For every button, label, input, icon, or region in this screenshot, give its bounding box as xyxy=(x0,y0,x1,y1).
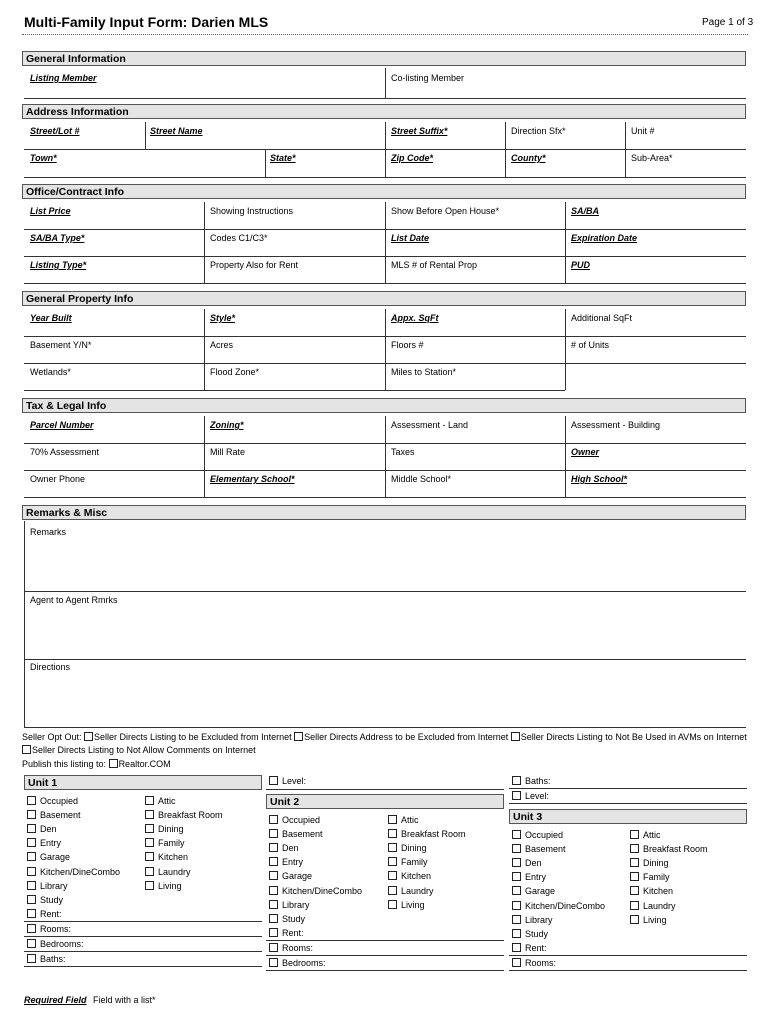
field-elementary-school[interactable]: Elementary School* xyxy=(210,474,295,484)
unit-2-level-checkbox[interactable] xyxy=(512,791,521,800)
unit-3-entry-checkbox[interactable] xyxy=(512,872,521,881)
divider xyxy=(24,727,746,728)
field-remarks[interactable]: Remarks xyxy=(30,527,67,537)
unit-1-family-checkbox[interactable] xyxy=(145,838,154,847)
unit-3-entry-label: Entry xyxy=(525,872,547,883)
unit-2-basement-checkbox[interactable] xyxy=(269,829,278,838)
field-number-of-units[interactable]: # of Units xyxy=(571,340,610,350)
unit-2-family-label: Family xyxy=(401,857,428,868)
divider xyxy=(24,390,565,391)
divider xyxy=(204,309,205,390)
page-number: Page 1 of 3 xyxy=(702,17,754,28)
field-acres[interactable]: Acres xyxy=(210,340,234,350)
unit-3-laundry-label: Laundry xyxy=(643,900,676,911)
field-street-name[interactable]: Street Name xyxy=(150,126,203,136)
unit-2-attic-label: Attic xyxy=(401,815,419,825)
unit-3-kitchen-dinecombo-label: Kitchen/DineCombo xyxy=(525,900,606,911)
seller-opt-out-label: Seller Opt Out: xyxy=(22,732,82,742)
field-listing-type[interactable]: Listing Type* xyxy=(30,260,87,270)
field-wetlands[interactable]: Wetlands* xyxy=(30,367,71,377)
unit-1-bedrooms-label: Bedrooms: xyxy=(40,938,84,949)
field-state[interactable]: State* xyxy=(270,153,296,163)
unit-3-header: Unit 3 xyxy=(509,809,747,824)
opt-no-comments-checkbox[interactable] xyxy=(22,745,31,754)
divider xyxy=(24,921,262,922)
unit-1-rooms-checkbox[interactable] xyxy=(27,924,36,933)
divider xyxy=(24,521,25,727)
divider xyxy=(385,416,386,497)
field-agent-to-agent-remarks[interactable]: Agent to Agent Rmrks xyxy=(30,595,118,605)
unit-3-garage-checkbox[interactable] xyxy=(512,886,521,895)
unit-3-occupied-checkbox[interactable] xyxy=(512,830,521,839)
field-county[interactable]: County* xyxy=(511,153,546,163)
unit-1-basement-label: Basement xyxy=(40,810,81,821)
publish-row xyxy=(22,759,171,769)
unit-3-family-checkbox[interactable] xyxy=(630,872,639,881)
unit-3-attic-checkbox[interactable] xyxy=(630,830,639,839)
unit-2-living-checkbox[interactable] xyxy=(388,900,397,909)
field-listing-member[interactable]: Listing Member xyxy=(30,73,97,83)
unit-2-bedrooms-checkbox[interactable] xyxy=(269,958,278,967)
divider xyxy=(385,122,386,149)
field-mls-rental[interactable]: MLS # of Rental Prop xyxy=(391,260,478,270)
field-additional-sqft[interactable]: Additional SqFt xyxy=(571,313,633,323)
unit-1-attic-checkbox[interactable] xyxy=(145,796,154,805)
section-office-contract-info: Office/Contract Info xyxy=(22,184,746,199)
unit-3-rooms-checkbox[interactable] xyxy=(512,958,521,967)
unit-2-entry-label: Entry xyxy=(282,857,304,868)
divider xyxy=(509,955,747,956)
realtor-com-label: Realtor.COM xyxy=(118,759,171,769)
divider xyxy=(204,202,205,283)
seller-opt-out-row-2 xyxy=(22,745,256,755)
unit-1-kitchen-checkbox[interactable] xyxy=(145,852,154,861)
field-street-suffix[interactable]: Street Suffix* xyxy=(391,126,448,136)
realtor-com-checkbox[interactable] xyxy=(109,759,118,768)
field-directions[interactable]: Directions xyxy=(30,662,71,672)
field-zip-code[interactable]: Zip Code* xyxy=(391,153,433,163)
divider xyxy=(265,149,266,177)
unit-2-baths-checkbox[interactable] xyxy=(512,776,521,785)
unit-3-dining-label: Dining xyxy=(643,858,669,869)
divider xyxy=(509,970,747,971)
page-title: Multi-Family Input Form: Darien MLS xyxy=(24,14,269,30)
unit-2-occupied-label: Occupied xyxy=(282,815,321,825)
divider xyxy=(266,955,504,956)
field-owner-phone[interactable]: Owner Phone xyxy=(30,474,86,484)
field-flood-zone[interactable]: Flood Zone* xyxy=(210,367,260,377)
unit-3-breakfast-room-label: Breakfast Room xyxy=(643,844,708,855)
divider xyxy=(385,309,386,390)
unit-1-family-label: Family xyxy=(158,838,185,849)
field-assessment-land[interactable]: Assessment - Land xyxy=(391,420,469,430)
unit-2-den-checkbox[interactable] xyxy=(269,843,278,852)
unit-1-header: Unit 1 xyxy=(24,775,262,790)
field-sub-area[interactable]: Sub-Area* xyxy=(631,153,673,163)
unit-1-breakfast-room-label: Breakfast Room xyxy=(158,810,223,821)
field-floors[interactable]: Floors # xyxy=(391,340,424,350)
divider xyxy=(565,202,566,283)
field-showing-instructions[interactable]: Showing Instructions xyxy=(210,206,294,216)
field-zoning[interactable]: Zoning* xyxy=(210,420,244,430)
unit-2-baths-label: Baths: xyxy=(525,776,551,786)
unit-2-header: Unit 2 xyxy=(266,794,504,809)
divider xyxy=(24,591,746,592)
unit-1-rent-label: Rent: xyxy=(40,908,62,919)
unit-2-den-label: Den xyxy=(282,843,299,854)
section-tax-legal-info: Tax & Legal Info xyxy=(22,398,746,413)
divider xyxy=(505,122,506,149)
unit-2-kitchen-checkbox[interactable] xyxy=(388,871,397,880)
section-general-property-info: General Property Info xyxy=(22,291,746,306)
divider xyxy=(204,416,205,497)
field-pud[interactable]: PUD xyxy=(571,260,591,270)
unit-2-family-checkbox[interactable] xyxy=(388,857,397,866)
unit-2-laundry-checkbox[interactable] xyxy=(388,886,397,895)
unit-1-study-label: Study xyxy=(40,894,64,905)
unit-3-basement-checkbox[interactable] xyxy=(512,844,521,853)
unit-2-library-label: Library xyxy=(282,899,310,910)
unit-3-laundry-checkbox[interactable] xyxy=(630,901,639,910)
unit-1-rooms-label: Rooms: xyxy=(40,923,72,934)
unit-1-den-label: Den xyxy=(40,824,57,835)
unit-1-dining-checkbox[interactable] xyxy=(145,824,154,833)
divider xyxy=(24,936,262,937)
unit-1-baths-checkbox[interactable] xyxy=(27,954,36,963)
unit-3-living-checkbox[interactable] xyxy=(630,915,639,924)
unit-3-dining-checkbox[interactable] xyxy=(630,858,639,867)
unit-1-garage-label: Garage xyxy=(40,852,71,863)
divider xyxy=(565,309,566,390)
divider xyxy=(509,788,747,789)
unit-2-garage-label: Garage xyxy=(282,871,313,882)
unit-3-kitchen-label: Kitchen xyxy=(643,886,674,897)
unit-1-entry-label: Entry xyxy=(40,838,62,849)
unit-2-living-label: Living xyxy=(401,899,425,910)
unit-2-kitchen-dinecombo-checkbox[interactable] xyxy=(269,886,278,895)
field-year-built[interactable]: Year Built xyxy=(30,313,72,323)
unit-2-rent-checkbox[interactable] xyxy=(269,928,278,937)
unit-2-library-checkbox[interactable] xyxy=(269,900,278,909)
field-show-before-open-house[interactable]: Show Before Open House* xyxy=(391,206,500,216)
unit-2-bedrooms-label: Bedrooms: xyxy=(282,957,326,968)
divider xyxy=(24,283,746,284)
unit-2-level-label: Level: xyxy=(525,791,550,801)
publish-label: Publish this listing to: xyxy=(22,759,107,769)
unit-2-rooms-checkbox[interactable] xyxy=(269,943,278,952)
unit-2-study-label: Study xyxy=(282,913,306,924)
divider xyxy=(22,34,748,35)
opt-no-avm-checkbox[interactable] xyxy=(511,732,520,741)
unit-1-attic-label: Attic xyxy=(158,796,176,806)
unit-3-study-checkbox[interactable] xyxy=(512,929,521,938)
field-middle-school[interactable]: Middle School* xyxy=(391,474,452,484)
unit-1-library-label: Library xyxy=(40,880,68,891)
field-town[interactable]: Town* xyxy=(30,153,57,163)
unit-3-breakfast-room-checkbox[interactable] xyxy=(630,844,639,853)
unit-3-den-label: Den xyxy=(525,858,542,869)
divider xyxy=(24,659,746,660)
unit-1-baths-label: Baths: xyxy=(40,953,66,964)
unit-1-rent-checkbox[interactable] xyxy=(27,909,36,918)
unit-1-bedrooms-checkbox[interactable] xyxy=(27,939,36,948)
field-list-date[interactable]: List Date xyxy=(391,233,430,243)
field-high-school[interactable]: High School* xyxy=(571,474,627,484)
divider xyxy=(266,940,504,941)
unit-1-level-checkbox[interactable] xyxy=(269,776,278,785)
unit-2-breakfast-room-checkbox[interactable] xyxy=(388,829,397,838)
unit-2-garage-checkbox[interactable] xyxy=(269,871,278,880)
divider xyxy=(24,98,746,99)
unit-3-rent-label: Rent: xyxy=(525,942,547,953)
field-mill-rate[interactable]: Mill Rate xyxy=(210,447,246,457)
legend-field-with-list: Field with a list* xyxy=(93,995,156,1005)
unit-1-basement-checkbox[interactable] xyxy=(27,810,36,819)
unit-3-rooms-label: Rooms: xyxy=(525,957,557,968)
divider xyxy=(385,202,386,283)
field-list-price[interactable]: List Price xyxy=(30,206,71,216)
unit-1-dining-label: Dining xyxy=(158,824,184,835)
unit-1-kitchen-label: Kitchen xyxy=(158,852,189,863)
unit-1-garage-checkbox[interactable] xyxy=(27,852,36,861)
unit-1-occupied-label: Occupied xyxy=(40,796,79,806)
field-taxes[interactable]: Taxes xyxy=(391,447,415,457)
unit-2-study-checkbox[interactable] xyxy=(269,914,278,923)
unit-1-library-checkbox[interactable] xyxy=(27,881,36,890)
unit-2-laundry-label: Laundry xyxy=(401,885,434,896)
field-owner[interactable]: Owner xyxy=(571,447,600,457)
field-co-listing-member[interactable]: Co-listing Member xyxy=(391,73,465,83)
unit-2-rent-label: Rent: xyxy=(282,927,304,938)
unit-3-kitchen-checkbox[interactable] xyxy=(630,886,639,895)
unit-2-attic-checkbox[interactable] xyxy=(388,815,397,824)
unit-2-occupied-checkbox[interactable] xyxy=(269,815,278,824)
unit-1-study-checkbox[interactable] xyxy=(27,895,36,904)
unit-3-living-label: Living xyxy=(643,914,667,925)
field-saba[interactable]: SA/BA xyxy=(571,206,600,216)
field-style[interactable]: Style* xyxy=(210,313,236,323)
unit-2-entry-checkbox[interactable] xyxy=(269,857,278,866)
field-street-lot[interactable]: Street/Lot # xyxy=(30,126,80,136)
opt-no-comments-label: Seller Directs Listing to Not Allow Comments on Internet xyxy=(32,745,256,755)
field-parcel-number[interactable]: Parcel Number xyxy=(30,420,94,430)
unit-1-kitchen-dinecombo-checkbox[interactable] xyxy=(27,867,36,876)
field-miles-to-station[interactable]: Miles to Station* xyxy=(391,367,457,377)
divider xyxy=(24,966,262,967)
unit-1-living-label: Living xyxy=(158,880,182,891)
section-remarks-misc: Remarks & Misc xyxy=(22,505,746,520)
unit-3-family-label: Family xyxy=(643,872,670,883)
unit-3-basement-label: Basement xyxy=(525,844,566,855)
unit-2-breakfast-room-label: Breakfast Room xyxy=(401,829,466,840)
section-address-information: Address Information xyxy=(22,104,746,119)
divider xyxy=(505,149,506,177)
divider xyxy=(145,122,146,149)
section-general-information: General Information xyxy=(22,51,746,66)
unit-2-basement-label: Basement xyxy=(282,829,323,840)
field-saba-type[interactable]: SA/BA Type* xyxy=(30,233,85,243)
unit-3-den-checkbox[interactable] xyxy=(512,858,521,867)
divider xyxy=(385,68,386,98)
field-expiration-date[interactable]: Expiration Date xyxy=(571,233,638,243)
divider xyxy=(266,970,504,971)
opt-no-avm-label: Seller Directs Listing to Not Be Used in AVMs on Internet xyxy=(520,732,747,742)
unit-2-dining-checkbox[interactable] xyxy=(388,843,397,852)
field-appx-sqft[interactable]: Appx. SqFt xyxy=(391,313,439,323)
unit-3-garage-label: Garage xyxy=(525,886,556,897)
opt-exclude-address-label: Seller Directs Address to be Excluded from Internet xyxy=(304,732,509,742)
opt-exclude-listing-label: Seller Directs Listing to be Excluded from Internet xyxy=(94,732,292,742)
opt-exclude-listing-checkbox[interactable] xyxy=(84,732,93,741)
unit-1-den-checkbox[interactable] xyxy=(27,824,36,833)
unit-1-entry-checkbox[interactable] xyxy=(27,838,36,847)
unit-3-kitchen-dinecombo-checkbox[interactable] xyxy=(512,901,521,910)
unit-3-rent-checkbox[interactable] xyxy=(512,943,521,952)
unit-1-breakfast-room-checkbox[interactable] xyxy=(145,810,154,819)
divider xyxy=(509,803,747,804)
legend-required-field: Required Field xyxy=(24,995,87,1005)
unit-3-library-checkbox[interactable] xyxy=(512,915,521,924)
unit-1-level-label: Level: xyxy=(282,776,307,786)
unit-3-library-label: Library xyxy=(525,914,553,925)
unit-3-attic-label: Attic xyxy=(643,830,661,840)
unit-1-kitchen-dinecombo-label: Kitchen/DineCombo xyxy=(40,866,121,877)
divider xyxy=(24,497,746,498)
opt-exclude-address-checkbox[interactable] xyxy=(294,732,303,741)
field-70-assessment[interactable]: 70% Assessment xyxy=(30,447,100,457)
field-assessment-building[interactable]: Assessment - Building xyxy=(571,420,661,430)
divider xyxy=(625,149,626,177)
unit-2-rooms-label: Rooms: xyxy=(282,942,314,953)
unit-3-occupied-label: Occupied xyxy=(525,830,564,840)
field-codes[interactable]: Codes C1/C3* xyxy=(210,233,268,243)
unit-1-laundry-label: Laundry xyxy=(158,866,191,877)
unit-2-kitchen-dinecombo-label: Kitchen/DineCombo xyxy=(282,885,363,896)
unit-2-dining-label: Dining xyxy=(401,843,427,854)
seller-opt-out-row xyxy=(22,732,747,742)
divider xyxy=(565,416,566,497)
unit-3-study-label: Study xyxy=(525,928,549,939)
field-unit-number[interactable]: Unit # xyxy=(631,126,655,136)
divider xyxy=(24,177,746,178)
divider xyxy=(266,789,504,790)
divider xyxy=(385,149,386,177)
unit-1-living-checkbox[interactable] xyxy=(145,881,154,890)
unit-2-kitchen-label: Kitchen xyxy=(401,871,432,882)
divider xyxy=(625,122,626,149)
unit-1-occupied-checkbox[interactable] xyxy=(27,796,36,805)
divider xyxy=(24,951,262,952)
unit-1-laundry-checkbox[interactable] xyxy=(145,867,154,876)
field-basement[interactable]: Basement Y/N* xyxy=(30,340,92,350)
field-property-also-for-rent[interactable]: Property Also for Rent xyxy=(210,260,299,270)
field-direction-sfx[interactable]: Direction Sfx* xyxy=(511,126,566,136)
